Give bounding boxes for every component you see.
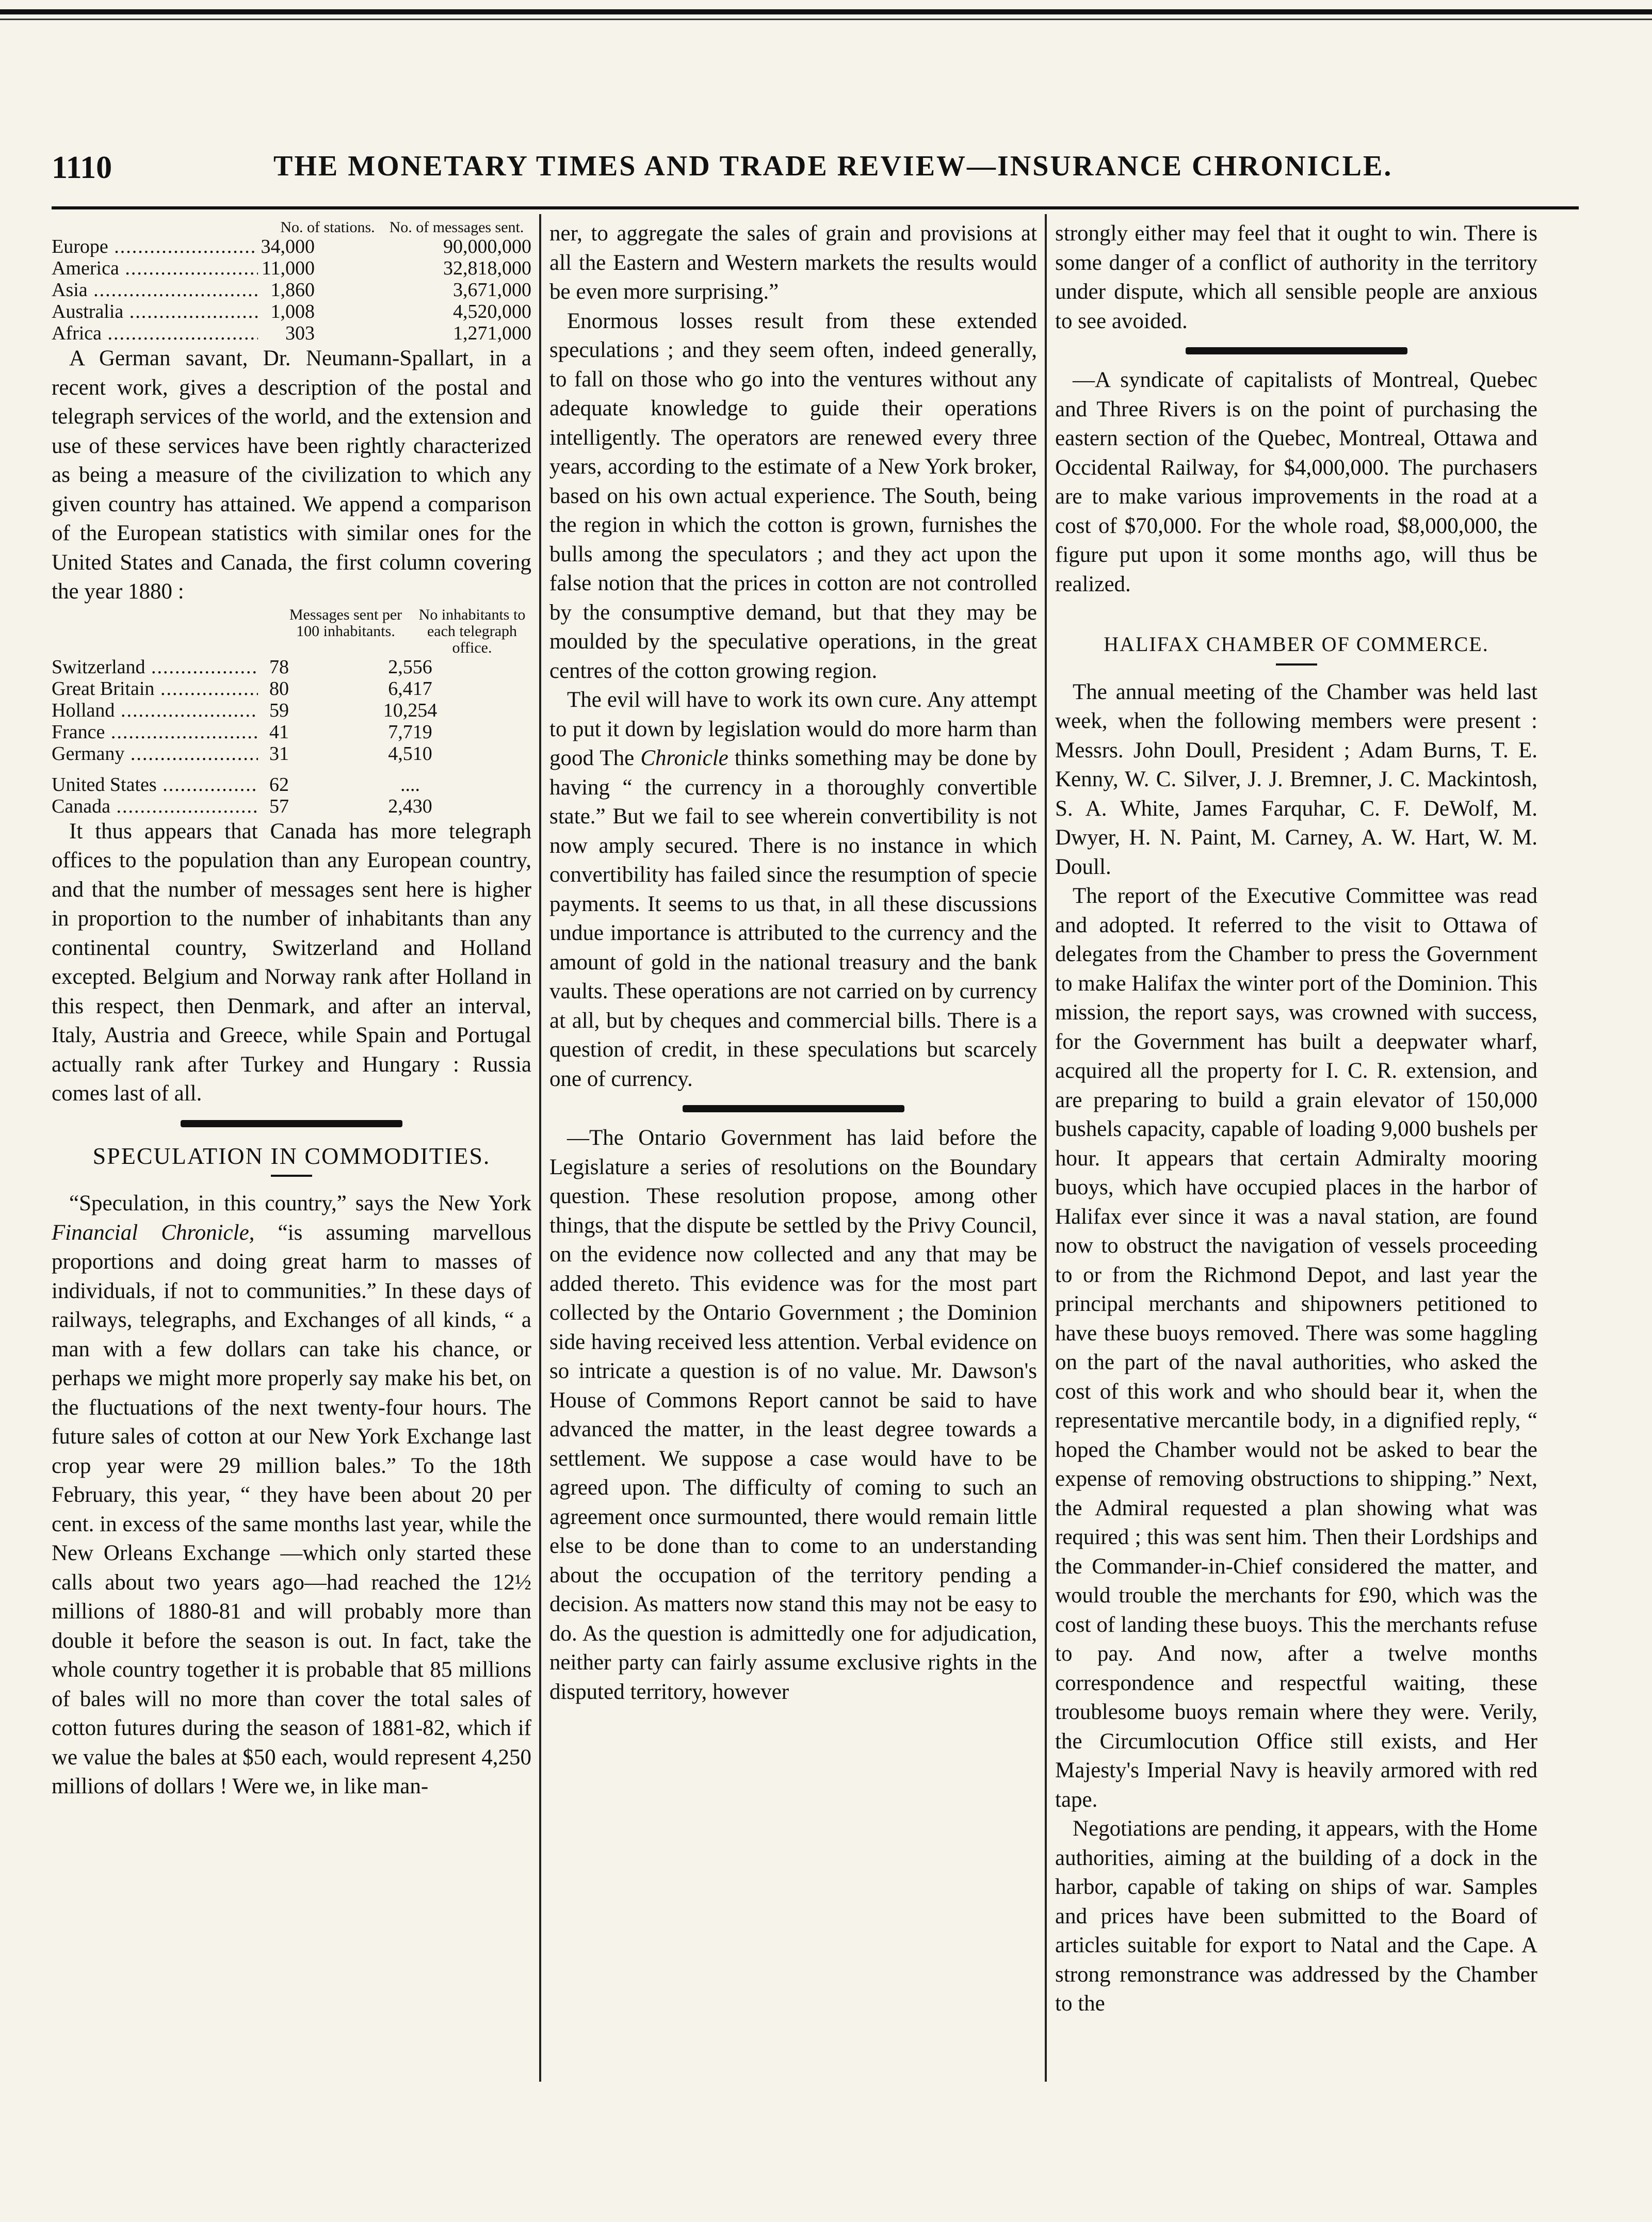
page-number: 1110 (52, 150, 112, 185)
table-row: Germany ..... 31 4,510 (52, 743, 531, 765)
paragraph: —A syndicate of capitalists of Montreal, Quebec and Three Rivers is on the point of purchasing the eastern section of the Quebec, Montreal, Ottawa and Occidental Railway, for $4,000,000. The purchasers are to make various improvements in the road at a cost of $70,000. For the whole road, $8,000,000, the figure put upon it some months ago, will thus be realized. (1055, 368, 1537, 596)
table-row: United States ..... 62 .... (52, 774, 531, 796)
section-heading: SPECULATION IN COMMODITIES. (92, 1142, 491, 1169)
short-rule (1276, 663, 1317, 666)
column-divider-1 (539, 214, 541, 2082)
section-heading: HALIFAX CHAMBER OF COMMERCE. (1104, 632, 1489, 656)
page-title: THE MONETARY TIMES AND TRADE REVIEW—INSURANCE CHRONICLE. (273, 150, 1393, 182)
paragraph: Negotiations are pending, it appears, with the Home authorities, aiming at the building of a dock in the harbor, capable of taking on ships of war. Samples and prices have been submitted to the Board of articles suitable for export to Natal and the Cape. A strong remonstrance was addressed by the Chamber to the (1055, 1816, 1537, 2016)
paragraph: strongly either may feel that it ought to win. There is some danger of a conflict of authority in the territory under dispute, which all sensible people are anxious to see avoided. (1055, 221, 1537, 333)
table-header-inhabitants: No inhabitants to each telegraph office. (418, 606, 526, 656)
table-row: America ..... 11,000 32,818,000 (52, 257, 531, 279)
telegraph-comparison-table (52, 607, 531, 817)
table-row: Great Britain ..... 80 6,417 (52, 678, 531, 700)
column-1 (52, 219, 531, 1802)
paragraph: —The Ontario Government has laid before the Legislature a series of resolutions on the Boundary question. These resolution propose, among other things, that the dispute be settled by the Privy Council, on the evidence now collected and any that may be added thereto. This evidence was for the most part collected by the Ontario Government ; the Dominion side having received less attention. Verbal evidence on so intricate a question is of no value. Mr. Dawson's House of Commons Report cannot be said to have advanced the matter, in the least degree towards a settlement. We suppose a case would have to be agreed upon. The difficulty of coming to such an agreement once surmounted, there would remain little else to be done than to come to an understanding about the occupation of the territory pending a decision. As matters now stand this may not be easy to do. As the question is admittedly one for adjudication, neither party can fairly assume exclusive rights in the disputed territory, however (549, 1126, 1037, 1704)
paragraph: It thus appears that Canada has more telegraph offices to the population than any European country, and that the number of messages sent here is higher in proportion to the number of inhabitants than any continental country, Switzerland and Holland excepted. Belgium and Norway rank after Holland in this respect, then Denmark, and after an interval, Italy, Austria and Greece, while Spain and Portugal actually rank after Turkey and Hungary : Russia comes last of all. (52, 819, 531, 1106)
table-header-stations: No. of stations. (280, 219, 375, 236)
table-row: Canada ..... 57 2,430 (52, 796, 531, 817)
column-divider-2 (1045, 214, 1047, 2082)
top-border-rule (0, 9, 1652, 14)
column-3 (1055, 219, 1537, 2019)
table-row: Holland ..... 59 10,254 (52, 700, 531, 721)
table-row: Asia ..... 1,860 3,671,000 (52, 279, 531, 301)
paragraph: ner, to aggregate the sales of grain and provisions at all the Eastern and Western markets the results would be even more surprising.” (549, 221, 1037, 304)
table-row: Africa ..... 303 1,271,000 (52, 322, 531, 344)
table-row: Switzerland ..... 78 2,556 (52, 656, 531, 678)
table-header-per100: Messages sent per 100 inhabitants. (289, 606, 402, 640)
table-row: Australia ..... 1,008 4,520,000 (52, 301, 531, 322)
table-row: France ..... 41 7,719 (52, 721, 531, 743)
table-row: Europe ..... 34,000 90,000,000 (52, 236, 531, 257)
paragraph: The evil will have to work its own cure. Any attempt to put it down by legislation would do more harm than good The Chronicle thinks something may be done by having “ the currency in a thoroughly convertible state.” But we fail to see wherein convertibility is not now amply secured. There is no instance in which convertibility has failed since the resumption of specie payments. It seems to us that, in all these discussions undue importance is attributed to the currency and the amount of gold in the national treasury and the bank vaults. These operations are not carried on by currency at all, but by cheques and commercial bills. There is a question of credit, in these speculations but scarcely one of currency. (549, 688, 1037, 1091)
section-rule (683, 1105, 904, 1112)
paragraph: The report of the Executive Committee was read and adopted. It referred to the visit to Ottawa of delegates from the Chamber to press the Government to make Halifax the winter port of the Dominion. This mission, the report says, was crowned with success, for the Government has built a deepwater wharf, acquired all the property for I. C. R. extension, and are preparing to build a grain elevator of 150,000 bushels capacity, capable of loading 9,000 bushels per hour. It appears that certain Admiralty mooring buoys, which have occupied places in the harbor of Halifax ever since it was a naval station, are found now to obstruct the navigation of vessels proceeding to or from the Richmond Depot, and last year the principal merchants and shipowners petitioned to have these buoys removed. There was some haggling on the part of the naval authorities, who asked the cost of this work and who should bear it, when the representative mercantile body, in a dignified reply, “ hoped the Chamber would not be asked to bear the expense of removing obstructions to shipping.” Next, the Admiral requested a plan showing what was required ; this was sent him. Then their Lordships and the Commander-in-Chief considered the matter, and would trouble the merchants for £90, which was the cost of landing these buoys. This the merchants refuse to pay. And now, after a twelve months correspondence and respectful waiting, these troublesome buoys remain where they were. Verily, the Circumlocution Office still exists, and Her Majesty's Imperial Navy is heavily armored with red tape. (1055, 884, 1537, 1812)
header-rule (52, 206, 1579, 209)
top-border-rule-thin (0, 19, 1652, 20)
short-rule (271, 1175, 312, 1177)
paragraph: A German savant, Dr. Neumann-Spallart, in a recent work, gives a description of the postal and telegraph services of the world, and the extension and use of these services have been rightly characterized as being a measure of the civilization to which any given country has attained. We append a comparison of the European statistics with similar ones for the United States and Canada, the first column covering the year 1880 : (52, 346, 531, 604)
paragraph: “Speculation, in this country,” says the New York Financial Chronicle, “is assuming marvellous proportions and doing great harm to masses of individuals, if not to communities.” In these days of railways, telegraphs, and Exchanges of all kinds, “ a man with a few dollars can take his chance, or perhaps we might more properly say make his bet, on the fluctuations of the next twenty-four hours. The future sales of cotton at our New York Exchange last crop year were 29 million bales.” To the 18th February, this year, “ they have been about 20 per cent. in excess of the same months last year, while the New Orleans Exchange —which only started these calls about two years ago—had reached the 12½ millions of 1880-81 and will probably more than double it before the season is out. In fact, take the whole country together it is probable that 85 millions of bales will no more than cover the total sales of cotton futures during the season of 1881-82, which if we value the bales at $50 each, would represent 4,250 millions of dollars ! Were we, in like man- (52, 1191, 532, 1798)
telegraph-stations-table (52, 219, 531, 344)
table-header-messages: No. of messages sent. (389, 219, 524, 236)
paragraph: Enormous losses result from these extended speculations ; and they seem often, indeed generally, to fall on those who go into the ventures without any adequate knowledge to guide their operations intelligently. The operators are renewed every three years, according to the estimate of a New York broker, based on his own actual experience. The South, being the region in which the cotton is grown, furnishes the bulls among the speculators ; and they act upon the false notion that the prices in cotton are not controlled by the consumptive demand, but that they may be moulded by the speculative operations, in the great centres of the cotton growing region. (549, 309, 1037, 683)
section-rule (181, 1120, 402, 1127)
paragraph: The annual meeting of the Chamber was held last week, when the following members were present : Messrs. John Doull, President ; Adam Burns, T. E. Kenny, W. C. Silver, J. J. Bremner, J. C. Mackintosh, S. A. White, James Farquhar, C. F. DeWolf, M. Dwyer, H. N. Paint, M. Carney, A. W. Hart, W. M. Doull. (1055, 679, 1537, 879)
section-rule (1186, 347, 1407, 354)
column-2 (549, 219, 1037, 1707)
